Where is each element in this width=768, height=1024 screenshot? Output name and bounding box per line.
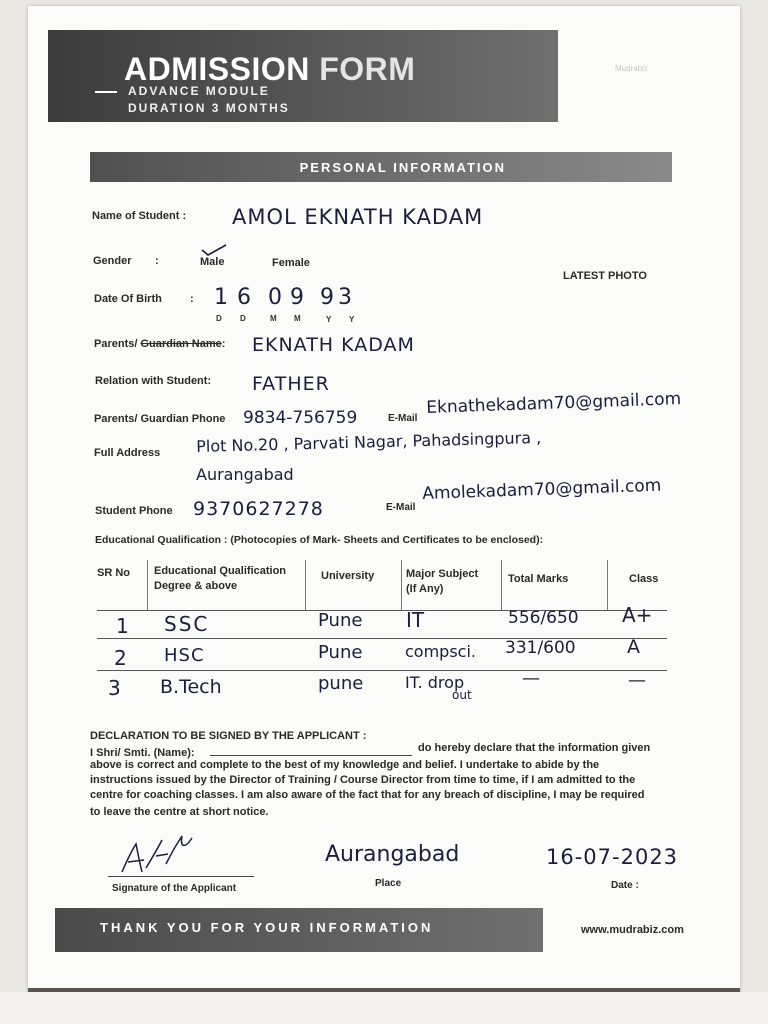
gender-female-option: Female	[272, 257, 310, 269]
date-value: 16-07-2023	[546, 845, 679, 869]
subtitle-module: ADVANCE MODULE	[128, 84, 270, 98]
row-1-university: Pune	[318, 610, 363, 631]
table-divider	[305, 560, 306, 610]
parent-email-value: Eknathekadam70@gmail.com	[426, 389, 682, 418]
signature-line	[108, 876, 254, 877]
col-university: University	[321, 570, 375, 582]
date-label: Date :	[611, 880, 639, 891]
dob-year-marker: Y	[349, 315, 355, 324]
parent-label-struck: Guardian Name	[140, 338, 222, 350]
student-name-label: Name of Student :	[92, 210, 187, 222]
row-1-class: A+	[622, 603, 653, 627]
row-3-major-note: out	[452, 688, 472, 702]
parent-email-label: E-Mail	[388, 413, 418, 424]
col-class: Class	[629, 573, 659, 585]
dob-month-marker: M	[294, 314, 301, 323]
place-value: Aurangabad	[325, 842, 460, 867]
student-phone-label: Student Phone	[95, 505, 173, 517]
declaration-line-5: to leave the centre at short notice.	[90, 806, 269, 818]
row-3-university: pune	[318, 673, 364, 694]
subtitle-duration: DURATION 3 MONTHS	[128, 101, 290, 115]
footer-thanks: THANK YOU FOR YOUR INFORMATION	[100, 920, 434, 935]
row-2-marks: 331/600	[505, 638, 576, 658]
table-row-line	[97, 638, 667, 639]
table-divider	[401, 560, 402, 610]
declaration-name-line	[210, 755, 412, 756]
parent-label-suffix: :	[221, 338, 226, 350]
parent-name-value: EKNATH KADAM	[252, 334, 415, 356]
row-2-sr: 2	[114, 646, 127, 670]
parent-label-prefix: Parents/	[94, 338, 141, 350]
form-title	[124, 51, 415, 88]
gender-label: Gender	[93, 255, 132, 267]
title-second: FORM	[319, 51, 416, 87]
col-sr-no: SR No	[97, 567, 130, 579]
signature-label: Signature of the Applicant	[112, 883, 237, 894]
table-row-line	[97, 610, 667, 611]
parent-name-label	[94, 338, 225, 350]
dob-day-marker: D	[216, 314, 222, 323]
header-logo: Mudrabiz	[615, 64, 648, 73]
col-total-marks: Total Marks	[508, 573, 569, 585]
table-row-line	[97, 670, 667, 671]
section-title: PERSONAL INFORMATION	[299, 160, 506, 175]
row-2-university: Pune	[318, 642, 363, 663]
address-line-2: Aurangabad	[196, 465, 294, 484]
table-divider	[607, 560, 608, 610]
row-3-sr: 3	[108, 676, 121, 700]
student-email-value: Amolekadam70@gmail.com	[422, 475, 662, 504]
background-strip	[0, 992, 768, 1024]
row-1-sr: 1	[116, 614, 129, 638]
col-major-sub: (If Any)	[406, 583, 444, 595]
dob-year-marker: Y	[326, 315, 332, 324]
row-2-qualification: HSC	[164, 645, 205, 666]
student-name-value: AMOL EKNATH KADAM	[232, 205, 484, 229]
dob-month-marker: M	[270, 314, 277, 323]
title-dash	[95, 91, 117, 93]
declaration-line-4: centre for coaching classes. I am also aware of the fact that for any breach of discipline, I may be required	[90, 789, 645, 801]
dob-year-value: 93	[320, 285, 356, 310]
col-qualification: Educational Qualification	[154, 565, 287, 577]
address-label: Full Address	[94, 447, 161, 459]
row-3-marks: —	[522, 668, 540, 689]
parent-phone-label: Parents/ Guardian Phone	[94, 413, 226, 425]
declaration-title: DECLARATION TO BE SIGNED BY THE APPLICANT :	[90, 730, 367, 742]
row-3-major: IT. drop	[405, 673, 465, 692]
address-line-1: Plot No.20 , Parvati Nagar, Pahadsingpura ,	[196, 427, 542, 456]
row-3-class: —	[628, 670, 646, 691]
student-phone-value: 9370627278	[193, 498, 324, 520]
row-1-major: IT	[406, 608, 425, 632]
declaration-line-2: above is correct and complete to the best of my knowledge and belief. I undertake to abide by the	[90, 759, 600, 771]
dob-day-marker: D	[240, 314, 246, 323]
dob-colon: :	[190, 293, 194, 305]
declaration-line-3: instructions issued by the Director of Training / Course Director from time to time, if I am admitted to the	[90, 774, 636, 786]
row-3-qualification: B.Tech	[160, 676, 222, 698]
gender-colon: :	[155, 255, 159, 267]
footer-website: www.mudrabiz.com	[581, 924, 684, 936]
latest-photo-label: LATEST PHOTO	[563, 270, 647, 282]
title-main: ADMISSION	[124, 51, 310, 87]
col-qualification-sub: Degree & above	[154, 580, 238, 592]
table-divider	[501, 560, 502, 610]
declaration-name-prefix: I Shri/ Smti. (Name):	[90, 747, 195, 759]
dob-month-value: 09	[268, 285, 312, 310]
row-2-major: compsci.	[405, 642, 476, 661]
education-heading: Educational Qualification : (Photocopies of Mark- Sheets and Certificates to be enclosed):	[95, 534, 544, 546]
row-2-class: A	[627, 636, 640, 658]
dob-label: Date Of Birth	[94, 293, 162, 305]
table-divider	[147, 560, 148, 610]
dob-day-value: 16	[214, 285, 260, 310]
relation-label: Relation with Student:	[95, 375, 212, 387]
row-1-marks: 556/650	[508, 608, 579, 628]
gender-male-option: Male	[200, 256, 225, 268]
col-major: Major Subject	[406, 568, 479, 580]
relation-value: FATHER	[252, 373, 330, 395]
parent-phone-value: 9834-756759	[243, 408, 358, 428]
row-1-qualification: SSC	[164, 612, 210, 636]
applicant-signature	[118, 828, 198, 876]
declaration-line-1: do hereby declare that the information given	[418, 742, 651, 754]
place-label: Place	[375, 878, 402, 889]
student-email-label: E-Mail	[386, 502, 416, 513]
